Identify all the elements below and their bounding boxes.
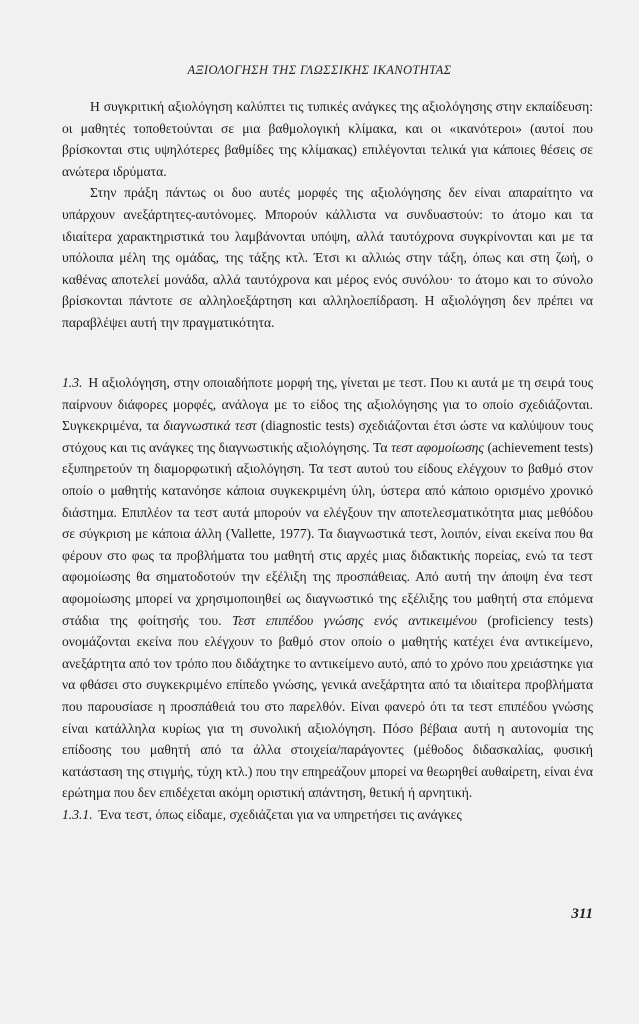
term-achievement-tests: τεστ αφομοίωσης	[391, 439, 484, 455]
paragraph-combined-forms: Στην πράξη πάντως οι δυο αυτές μορφές της αξιολόγησης δεν είναι απαραίτητο να υπάρχουν ανεξάρτητες-αυτόνομες. Μπορούν κάλλιστα να συνδυαστούν: το άτομο και τα ιδιαίτερα χαρακτηριστικά του λαμβάνονται υπόψη, αλλά ταυτόχρονα συγκρίνονται και με τα υπόλοιπα μέλη της ομάδας, της τάξης κτλ. Έτσι κι αλλιώς στην τάξη, όπως και στη ζωή, ο καθένας αποτελεί μονάδα, αλλά ταυτόχρονα και μέρος ενός συνόλου· το άτομο και το σύνολο βρίσκονται πάντοτε σε αλληλοεξάρτηση και αλληλοεπίδραση. Η αξιολόγηση δεν πρέπει να παραβλέψει αυτή την πραγματικότητα.	[62, 185, 593, 330]
section-text: (proficiency tests) ονομάζονται εκείνα που ελέγχουν το βαθμό στον οποίο ο μαθητής κατέχει ένα αντικείμενο, ανεξάρτητα από τον τρόπο που διδάχτηκε το αντικείμενο αυτό, από το χρόνο που χρειάστηκε για να φθάσει στο συγκεκριμένο επίπεδο γνώσης, γενικά ανεξάρτητα από τα ιδιαίτερα προβλήματα που παρουσίασε η προσπάθειά του στο παρελθόν. Είναι φανερό ότι τα τεστ επιπέδου γνώσης είναι κατάλληλα κυρίως για τη συνολική αξιολόγηση. Πόσο βέβαια αυτή η αυτονομία της επίδοσης του μαθητή από τα άλλα στοιχεία/παράγοντες (μέθοδος διδασκαλίας, φυσική κατάσταση της στιγμής, τύχη κτλ.) που την επηρεάζουν μπορεί να θεωρηθεί αυθαίρετη, είναι ένα ερώτημα που δεν επιδέχεται ακόμη οριστική απάντηση, θετική ή αρνητική.	[62, 612, 594, 801]
section-text: Ένα τεστ, όπως είδαμε, σχεδιάζεται για να υπηρετήσει τις ανάγκες	[98, 806, 462, 822]
body-text-section	[62, 372, 593, 825]
section-text: (achievement tests) εξυπηρετούν τη διαμορφωτική αξιολόγηση. Τα τεστ αυτού του είδους ελέγχουν το βαθμό στον οποίο ο μαθητής κατανόησε κάποια συγκεκριμένη ύλη, ύστερα από κάποιο ορισμένο χρονικό διάστημα. Επιπλέον τα τεστ αυτά μπορούν να ελέγξουν την αποτελεσματικότητα μιας μεθόδου σε σύγκριση με κάποια άλλη (Vallette, 1977). Τα διαγνωστικά τεστ, λοιπόν, είναι εκείνα που θα φέρουν στο φως τα προβλήματα του μαθητή στις αρχές μιας διδακτικής πορείας, ενώ τα τεστ αφομοίωσης θα σηματοδοτούν την εξέλιξη της προσπάθειας. Από αυτή την άποψη ένα τεστ αφομοίωσης μπορεί να χρησιμοποιηθεί ως διαγνωστικό της εξέλιξης του μαθητή στα επόμενα στάδια της φοίτησής του.	[62, 439, 593, 628]
section-number: 1.3.1.	[62, 806, 93, 822]
running-head: ΑΞΙΟΛΟΓΗΣΗ ΤΗΣ ΓΛΩΣΣΙΚΗΣ ΙΚΑΝΟΤΗΤΑΣ	[187, 63, 452, 77]
section-text: (diagnostic tests) σχεδιάζονται έτσι ώστε να καλύψουν τους στόχους και τις ανάγκες της διαγνωστικής αξιολόγησης. Τα	[62, 418, 593, 455]
term-proficiency-tests: Τεστ επιπέδου γνώσης ενός αντικειμένου	[232, 612, 477, 628]
section-1-3-1	[62, 804, 593, 826]
page-number: 311	[571, 906, 593, 922]
section-number: 1.3.	[62, 375, 83, 390]
section-1-3	[62, 372, 593, 804]
section-text: Η αξιολόγηση, στην οποιαδήποτε μορφή της, γίνεται με τεστ. Που κι αυτά με τη σειρά τους παίρνουν διάφορες μορφές, ανάλογα με το είδος της αξιολόγησης για το οποίο σχεδιάζονται. Συγκεκριμένα, τα	[62, 375, 593, 434]
paragraph-comparative-assessment: Η συγκριτική αξιολόγηση καλύπτει τις τυπικές ανάγκες της αξιολόγησης στην εκπαίδευση: οι μαθητές τοποθετούνται σε μια βαθμολογική κλίμακα, και οι «ικανότεροι» (αυτοί που βρίσκονται στις υψηλότερες βαθμίδες της κλίμακας) επιλέγονται τελικά για κάποιες θέσεις σε ανώτερα ιδρύματα.	[62, 99, 593, 179]
term-diagnostic-tests: διαγνωστικά τεστ	[163, 418, 257, 434]
body-text-top	[62, 96, 593, 334]
